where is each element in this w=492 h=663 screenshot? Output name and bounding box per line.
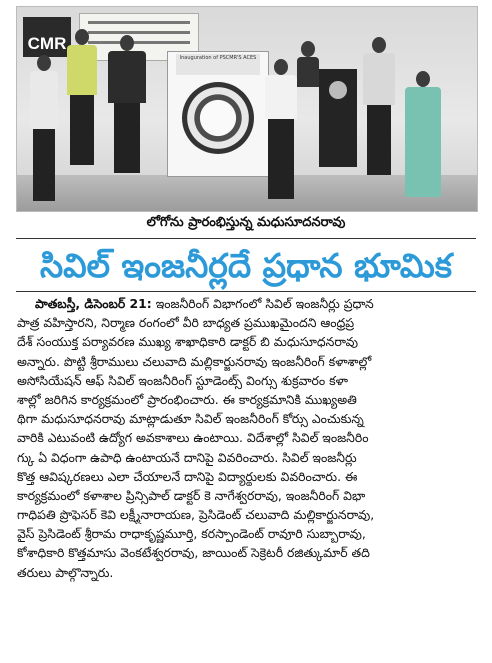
podium [319,69,357,167]
article-line: పాత్ర వహిస్తారని, నిర్మాణ రంగంలో వీరి బాధ్యత ప్రముఖమైందని ఆంధ్రప్ర [17,315,355,331]
article-line: వైస్ ప్రెసిడెంట్ శ్రీరామ రాధాకృష్ణమూర్తి, కరస్పాండెంట్ రావూరి సుబ్బారావు, [17,526,366,542]
podium-emblem-icon [329,81,347,99]
article-line: తరులు పాల్గొన్నారు. [17,564,114,580]
wall-logo: CMR [23,17,71,57]
article-line: అన్నారు. పొట్టి శ్రీరాములు చలువాది మల్లికార్జునరావు ఇంజనీరింగ్ కళాశాల్లో [17,353,372,369]
article-line: కొత్త ఆవిష్కరణలు ఎలా చేయాలనే దానిపై విద్యార్థులకు వివరించారు. ఈ [17,468,358,484]
stand-caption: Inauguration of PSCMR'S ACES [176,54,260,75]
person-5 [295,41,321,87]
person-3 [107,35,147,173]
article-line: కార్యక్రమంలో కళాశాల ప్రిన్సిపాల్ డాక్టర్ కె నాగేశ్వరరావు, ఇంజనీరింగ్ విభా [17,487,366,503]
article-line: అసోసియేషన్ ఆఫ్ సివిల్ ఇంజనీరింగ్ స్టూడెంట్స్ వింగ్సు శుక్రవారం కళా [17,372,348,388]
article-line: దేశ్ సంయుక్త పర్యావరణ ముఖ్య శాఖాధికారి డాక్టర్ బి మధుసూధనరావు [17,334,358,350]
photo-caption: లోగోను ప్రారంభిస్తున్న మధుసూదనరావు [146,215,346,230]
college-seal-icon [182,82,254,154]
article-line: శాల్లో జరిగిన కార్యక్రమంలో ప్రారంభించారు. ఈ కార్యక్రమానికి ముఖ్యఅతి [17,391,357,407]
article-line: కోశాధికారి కొత్తమాసు వెంకటేశ్వరరావు, జాయింట్ సెక్రెటరీ రజిత్కుమార్ తది [17,545,370,561]
person-2 [65,29,99,165]
article-line: గ్కు ఏ విధంగా ఉపాధి ఉంటాయనే దానిపై వివరించారు. సివిల్ ఇంజనీర్లు [17,449,357,465]
article-line: థిగా మధుసూధనరావు మాట్లాడుతూ సివిల్ ఇంజనీరింగ్ కోర్సు ఎంచుకున్న [17,411,364,427]
person-1 [29,55,59,201]
person-7 [403,71,443,197]
article-line: పాతబస్తీ, డిసెంబర్ 21: ఇంజనీరింగ్ విభాగంలో సివిల్ ఇంజనీర్లు ప్రధాన [35,296,374,311]
article-body [17,294,476,654]
headline: సివిల్ ఇంజనీర్లదే ప్రధాన భూమిక [16,238,476,292]
logo-stand [167,51,269,177]
article-line: వారికి ఎటువంటి ఉద్యోగ అవకాశాలు ఉంటాయి. విదేశాల్లో సివిల్ ఇంజనీరిం [17,430,369,446]
person-4 [263,59,299,199]
dateline: పాతబస్తీ, డిసెంబర్ 21: [35,296,152,311]
person-6 [361,37,397,175]
article-line: గాధిపతి ప్రొఫెసర్ కెవి లక్ష్మీనారాయణ, ప్రెసిడెంట్ చలువాది మల్లికార్జునరావు, [17,507,375,523]
news-photo [16,6,478,212]
